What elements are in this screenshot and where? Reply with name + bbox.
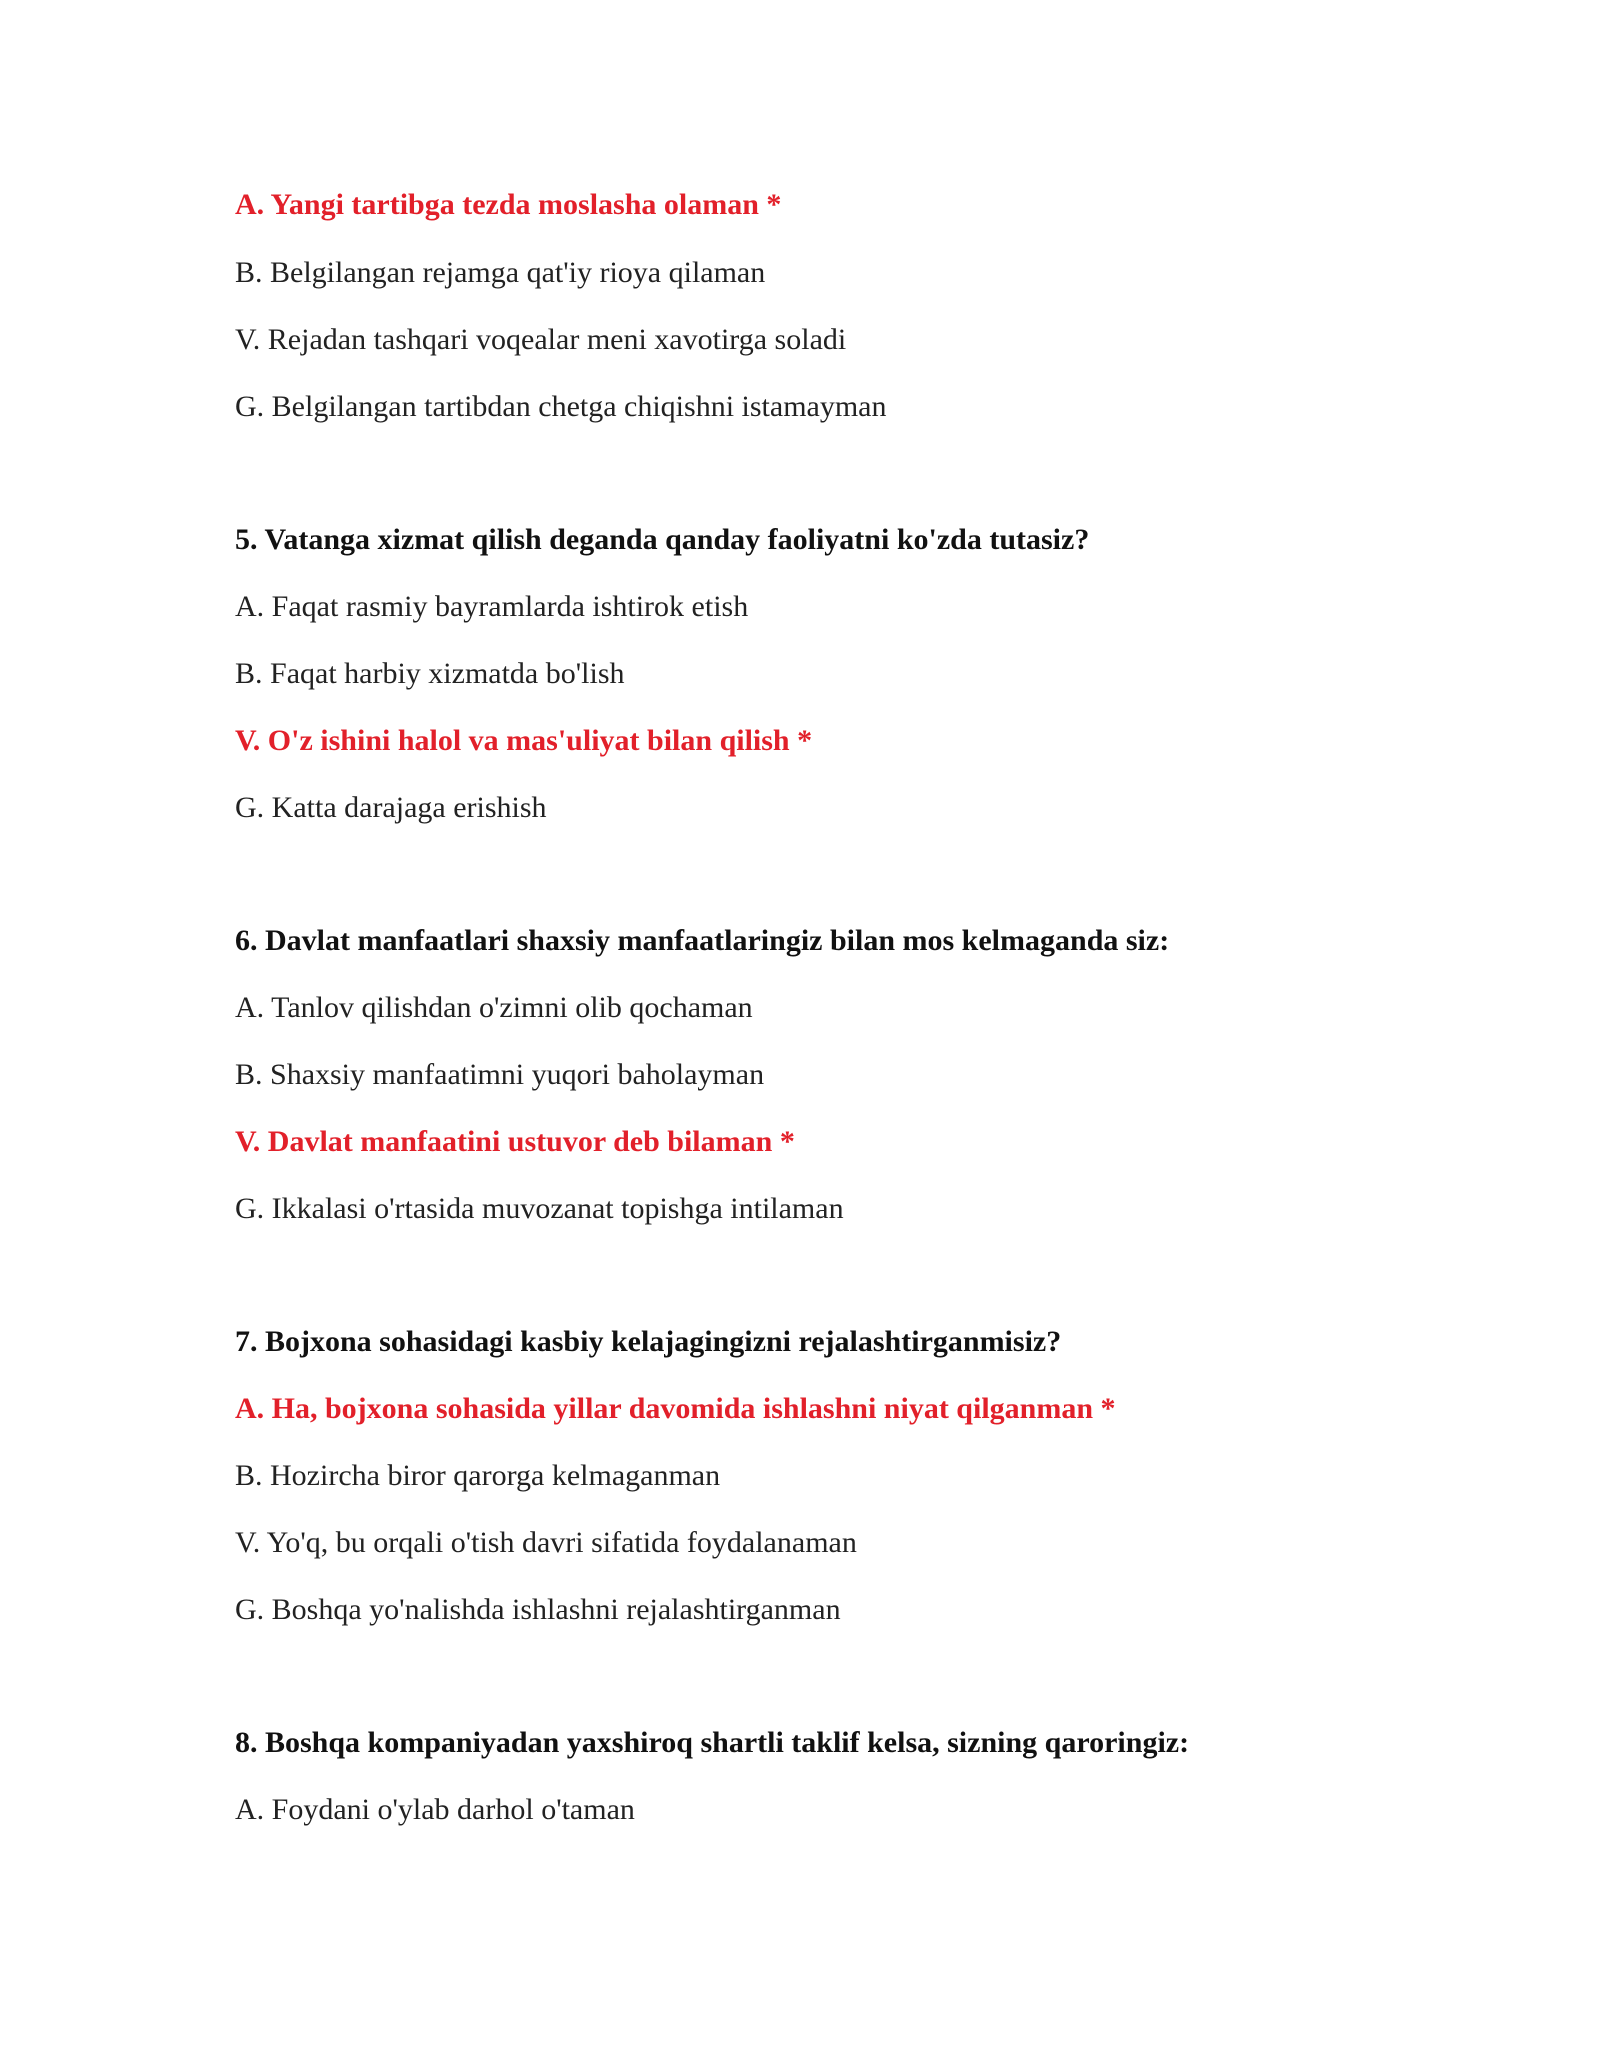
option-v-q4: V. Rejadan tashqari voqealar meni xavotirga soladi [235, 323, 847, 356]
option-a-q8: A. Foydani o'ylab darhol o'taman [235, 1793, 635, 1826]
option-v-q7: V. Yo'q, bu orqali o'tish davri sifatida foydalanaman [235, 1526, 857, 1559]
option-a-q4-correct: A. Yangi tartibga tezda moslasha olaman * [235, 188, 782, 221]
option-g-q4: G. Belgilangan tartibdan chetga chiqishni istamayman [235, 390, 887, 423]
question-6: 6. Davlat manfaatlari shaxsiy manfaatlaringiz bilan mos kelmaganda siz: [235, 924, 1170, 957]
option-b-q6: B. Shaxsiy manfaatimni yuqori baholayman [235, 1058, 765, 1091]
question-7: 7. Bojxona sohasidagi kasbiy kelajagingizni rejalashtirganmisiz? [235, 1325, 1062, 1358]
option-v-q6-correct: V. Davlat manfaatini ustuvor deb bilaman * [235, 1125, 795, 1158]
option-g-q7: G. Boshqa yo'nalishda ishlashni rejalashtirganman [235, 1593, 841, 1626]
option-g-q6: G. Ikkalasi o'rtasida muvozanat topishga intilaman [235, 1192, 844, 1225]
question-5: 5. Vatanga xizmat qilish deganda qanday faoliyatni ko'zda tutasiz? [235, 523, 1090, 556]
question-8: 8. Boshqa kompaniyadan yaxshiroq shartli taklif kelsa, sizning qaroringiz: [235, 1726, 1190, 1759]
option-b-q4: B. Belgilangan rejamga qat'iy rioya qilaman [235, 256, 766, 289]
option-a-q5: A. Faqat rasmiy bayramlarda ishtirok etish [235, 590, 749, 623]
option-a-q6: A. Tanlov qilishdan o'zimni olib qochaman [235, 991, 753, 1024]
option-b-q7: B. Hozircha biror qarorga kelmaganman [235, 1459, 721, 1492]
option-g-q5: G. Katta darajaga erishish [235, 791, 547, 824]
option-v-q5-correct: V. O'z ishini halol va mas'uliyat bilan qilish * [235, 724, 813, 757]
option-b-q5: B. Faqat harbiy xizmatda bo'lish [235, 657, 625, 690]
option-a-q7-correct: A. Ha, bojxona sohasida yillar davomida ishlashni niyat qilganman * [235, 1392, 1116, 1425]
